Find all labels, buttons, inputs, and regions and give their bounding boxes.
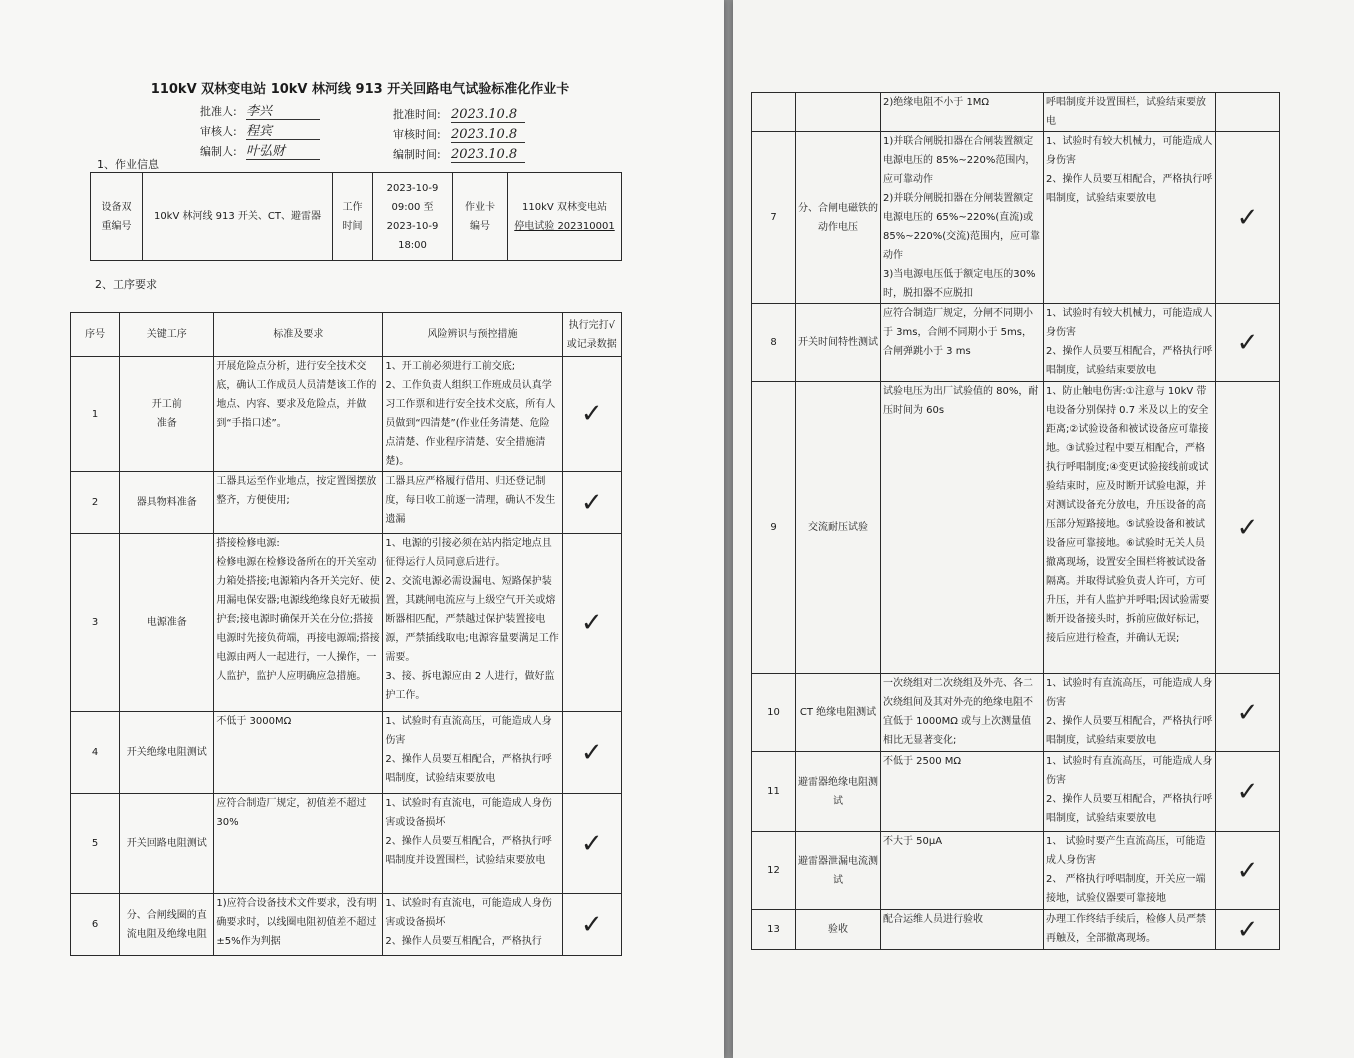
row-standard: 试验电压为出厂试验值的 80%，耐压时间为 60s (881, 382, 1044, 674)
card-no-value-1: 110kV 双林变电站 (522, 201, 607, 213)
row-number: 2 (71, 472, 120, 534)
row-standard: 配合运维人员进行验收 (881, 910, 1044, 950)
row-check-mark (1216, 93, 1280, 132)
row-risk: 1、开工前必须进行工前交底; 2、工作负责人组织工作班成员认真学习工作票和进行安全技术交底，所有人员做到“四清楚”(作业任务清楚、危险点清楚、作业程序清楚、安全措施清楚)。 (383, 357, 562, 472)
row-step: 器具物料准备 (120, 472, 214, 534)
row-risk: 工器具应严格履行借用、归还登记制度，每日收工前逐一清理，确认不发生遗漏 (383, 472, 562, 534)
approver-line (200, 100, 320, 120)
row-number (752, 93, 796, 132)
row-number: 7 (752, 132, 796, 304)
card-no-value-2: 停电试验 202310001 (514, 220, 615, 232)
edit-time-value: 2023.10.8 (451, 147, 525, 163)
reviewer-line (200, 120, 320, 140)
table-row (752, 93, 1280, 132)
row-step: 分、合闸电磁铁的动作电压 (796, 132, 881, 304)
row-number: 10 (752, 674, 796, 752)
table-row (71, 357, 622, 472)
table-row (752, 382, 1280, 674)
row-risk: 办理工作终结手续后，检修人员严禁再触及，全部撤离现场。 (1044, 910, 1216, 950)
approve-time-label: 批准时间: (393, 108, 441, 121)
table-row (71, 794, 622, 894)
reviewer-signature: 程宾 (246, 120, 320, 140)
row-risk: 1、试验时有直流高压，可能造成人身伤害 2、操作人员要互相配合，严格执行呼唱制度，试验结束要放电 (383, 712, 562, 794)
table-row (752, 674, 1280, 752)
row-standard: 1)应符合设备技术文件要求，没有明确要求时，以线圈电阻初值差不超过±5%作为判据 (214, 894, 383, 956)
row-standard: 应符合制造厂规定，初值差不超过30% (214, 794, 383, 894)
row-risk: 1、防止触电伤害:①注意与 10kV 带电设备分别保持 0.7 米及以上的安全距离;②试验设备和被试设备应可靠接地。③试验过程中要互相配合，严格执行呼唱制度;④变更试验接线前或试验结束时，应及时断开试验电源，并对测试设备充分放电，升压设备的高压部分短路接地。⑤试验设备和被试设备应可靠接地。⑥试验时无关人员撤离现场，设置安全围栏将被试设备隔离。并取得试验负责人许可，方可升压，并有人监护并呼唱;因试验需要断开设备接头时，拆前应做好标记，接后应进行检查，并确认无误; (1044, 382, 1216, 674)
row-standard: 不大于 50μA (881, 832, 1044, 910)
row-step: 避雷器泄漏电流测试 (796, 832, 881, 910)
device-value: 10kV 林河线 913 开关、CT、避雷器 (143, 173, 333, 261)
row-standard: 1)并联合闸脱扣器在合闸装置额定电源电压的 85%~220%范围内，应可靠动作 2)并联分闸脱扣器在分闸装置额定电源电压的 65%~220%(直流)或 85%~220%(交流)范围内，应可靠动作 3)当电源电压低于额定电压的30%时，脱扣器不应脱扣 (881, 132, 1044, 304)
row-step: CT 绝缘电阻测试 (796, 674, 881, 752)
row-number: 3 (71, 534, 120, 712)
row-number: 6 (71, 894, 120, 956)
editor-line (200, 140, 320, 160)
table-row (752, 304, 1280, 382)
table-row (71, 534, 622, 712)
right-page (733, 0, 1354, 1058)
process-table-right (751, 92, 1280, 950)
table-row (752, 752, 1280, 832)
header-no: 序号 (71, 313, 120, 357)
row-check-mark: ✓ (1216, 910, 1280, 950)
row-standard: 搭接检修电源: 检修电源在检修设备所在的开关室动力箱处搭接;电源箱内各开关完好、使用漏电保安器;电源线绝缘良好无破损护套;接电源时确保开关在分位;搭接电源时先接负荷端，再接电源端;搭接电源由两人一起进行，一人操作，一人监护，监护人应明确应急措施。 (214, 534, 383, 712)
row-step: 分、合闸线圈的直流电阻及绝缘电阻 (120, 894, 214, 956)
row-step (796, 93, 881, 132)
section-process: 2、工序要求 (95, 278, 157, 291)
row-step: 开关绝缘电阻测试 (120, 712, 214, 794)
row-step: 开工前 准备 (120, 357, 214, 472)
row-risk: 1、 试验时要产生直流高压，可能造成人身伤害 2、 严格执行呼唱制度，开关应一端接地，试验仪器要可靠接地 (1044, 832, 1216, 910)
review-time-value: 2023.10.8 (451, 127, 525, 143)
row-check-mark: ✓ (1216, 382, 1280, 674)
row-number: 9 (752, 382, 796, 674)
editor-label: 编制人: (200, 145, 237, 158)
row-risk: 1、试验时有直流高压，可能造成人身伤害 2、操作人员要互相配合，严格执行呼唱制度，试验结束要放电 (1044, 674, 1216, 752)
device-label: 设备双 重编号 (91, 173, 143, 261)
row-check-mark: ✓ (562, 472, 621, 534)
row-check-mark: ✓ (562, 357, 621, 472)
row-standard: 应符合制造厂规定，分闸不同期小于 3ms，合闸不同期小于 5ms，合闸弹跳小于 3 ms (881, 304, 1044, 382)
row-step: 避雷器绝缘电阻测试 (796, 752, 881, 832)
row-check-mark: ✓ (562, 712, 621, 794)
review-time-label: 审核时间: (393, 128, 441, 141)
row-step: 电源准备 (120, 534, 214, 712)
table-row (71, 894, 622, 956)
table-row (752, 132, 1280, 304)
work-time-value: 2023-10-9 09:00 至 2023-10-9 18:00 (373, 173, 453, 261)
row-step: 交流耐压试验 (796, 382, 881, 674)
row-check-mark: ✓ (1216, 132, 1280, 304)
document-title: 110kV 双林变电站 10kV 林河线 913 开关回路电气试验标准化作业卡 (150, 82, 570, 97)
row-risk: 1、电源的引接必须在站内指定地点且征得运行人员同意后进行。 2、交流电源必需设漏电、短路保护装置，其跳闸电流应与上级空气开关或熔断器相匹配，严禁越过保护装置接电源，严禁插线取电;电源容量要满足工作需要。 3、接、拆电源应由 2 人进行，做好监护工作。 (383, 534, 562, 712)
reviewer-label: 审核人: (200, 125, 237, 138)
row-standard: 不低于 3000MΩ (214, 712, 383, 794)
table-row (752, 910, 1280, 950)
row-standard: 不低于 2500 MΩ (881, 752, 1044, 832)
row-check-mark: ✓ (1216, 304, 1280, 382)
row-number: 8 (752, 304, 796, 382)
table-row (752, 832, 1280, 910)
row-risk: 1、试验时有较大机械力，可能造成人身伤害 2、操作人员要互相配合，严格执行呼唱制度，试验结束要放电 (1044, 304, 1216, 382)
edit-time-label: 编制时间: (393, 148, 441, 161)
process-table-left (70, 312, 622, 956)
row-step: 开关时间特性测试 (796, 304, 881, 382)
approve-time-value: 2023.10.8 (451, 107, 525, 123)
row-check-mark: ✓ (562, 794, 621, 894)
row-check-mark: ✓ (1216, 752, 1280, 832)
row-check-mark: ✓ (562, 534, 621, 712)
work-time-label: 工作 时间 (333, 173, 373, 261)
row-risk: 1、试验时有直流电，可能造成人身伤害或设备损坏 2、操作人员要互相配合，严格执行呼唱制度并设置围栏，试验结束要放电 (383, 794, 562, 894)
header-risk: 风险辨识与预控措施 (383, 313, 562, 357)
work-info-table (90, 172, 622, 261)
row-standard: 工器具运至作业地点，按定置图摆放整齐，方便使用; (214, 472, 383, 534)
row-risk: 1、试验时有较大机械力，可能造成人身伤害 2、操作人员要互相配合，严格执行呼唱制度，试验结束要放电 (1044, 132, 1216, 304)
review-time-line (393, 126, 525, 143)
approver-signature: 李兴 (246, 100, 320, 120)
table-header-row (71, 313, 622, 357)
row-check-mark: ✓ (1216, 832, 1280, 910)
approver-label: 批准人: (200, 105, 237, 118)
edit-time-line (393, 146, 525, 163)
card-no-cell (508, 173, 622, 261)
row-standard: 开展危险点分析，进行安全技术交底，确认工作成员人员清楚该工作的地点、内容、要求及危险点，并做到“手指口述”。 (214, 357, 383, 472)
row-risk: 1、试验时有直流高压，可能造成人身伤害 2、操作人员要互相配合，严格执行呼唱制度，试验结束要放电 (1044, 752, 1216, 832)
editor-signature: 叶弘财 (246, 140, 320, 160)
header-standard: 标准及要求 (214, 313, 383, 357)
row-check-mark: ✓ (1216, 674, 1280, 752)
row-number: 1 (71, 357, 120, 472)
card-no-label: 作业卡 编号 (453, 173, 508, 261)
row-number: 13 (752, 910, 796, 950)
row-step: 开关回路电阻测试 (120, 794, 214, 894)
row-number: 11 (752, 752, 796, 832)
section-work-info: 1、作业信息 (97, 158, 159, 171)
row-check-mark: ✓ (562, 894, 621, 956)
row-number: 12 (752, 832, 796, 910)
row-number: 5 (71, 794, 120, 894)
row-step: 验收 (796, 910, 881, 950)
header-step: 关键工序 (120, 313, 214, 357)
row-risk: 1、试验时有直流电，可能造成人身伤害或设备损坏 2、操作人员要互相配合，严格执行 (383, 894, 562, 956)
table-row (71, 472, 622, 534)
table-row (71, 712, 622, 794)
row-number: 4 (71, 712, 120, 794)
row-standard: 一次绕组对二次绕组及外壳、各二次绕组间及其对外壳的绝缘电阻不宜低于 1000MΩ 或与上次测量值相比无显著变化; (881, 674, 1044, 752)
row-risk: 呼唱制度并设置围栏，试验结束要放电 (1044, 93, 1216, 132)
row-standard: 2)绝缘电阻不小于 1MΩ (881, 93, 1044, 132)
header-mark: 执行完打√ 或记录数据 (562, 313, 621, 357)
approve-time-line (393, 106, 525, 123)
